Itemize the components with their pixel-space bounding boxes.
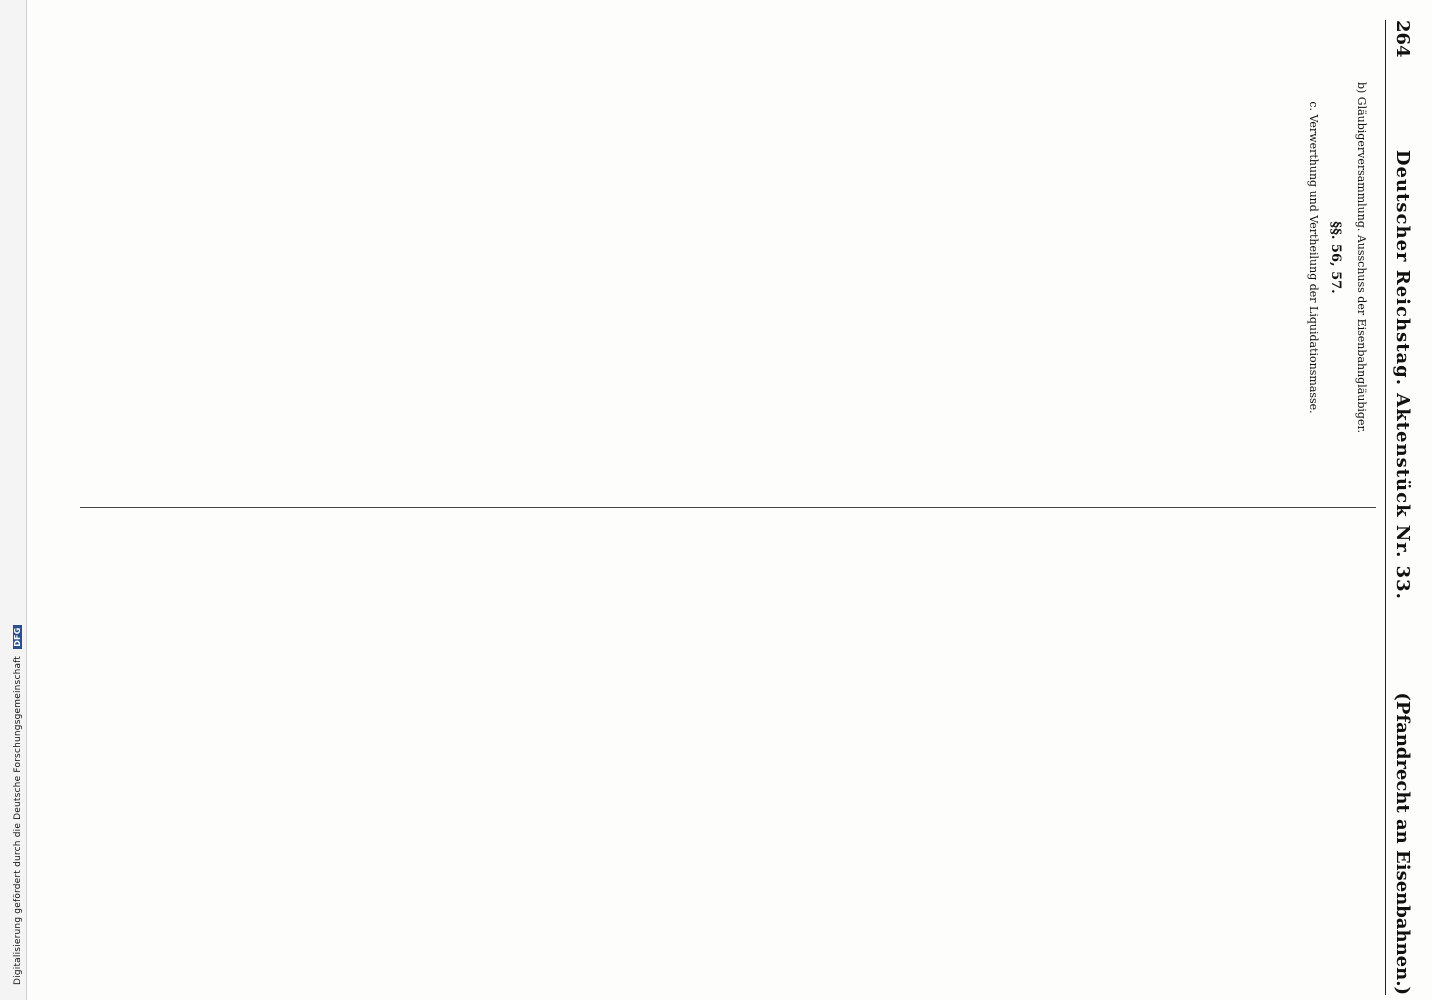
rotated-sheet xyxy=(80,20,1420,995)
section-reference: §§. 56, 57. xyxy=(1328,221,1343,294)
right-column xyxy=(80,520,1376,995)
column-divider xyxy=(80,507,1376,508)
page-header xyxy=(1385,20,1420,995)
subheading-b: b) Gläubigerversammlung. Ausschuss der Eisenbahngläubiger. xyxy=(1355,81,1368,434)
header-topic: (Pfandrecht an Eisenbahnen.) xyxy=(1392,692,1414,995)
dfg-logo-icon: DFG xyxy=(13,627,22,647)
left-column xyxy=(80,20,1376,495)
digitization-note xyxy=(13,626,23,986)
digitization-banner xyxy=(0,0,27,1000)
page-number: 264 xyxy=(1392,20,1414,58)
digitization-note-text: Digitalisierung gefördert durch die Deutsche Forschungsgemeinschaft xyxy=(13,655,23,985)
text-columns xyxy=(80,20,1376,995)
scanned-sheet xyxy=(80,20,1420,995)
running-title: Deutscher Reichstag. Aktenstück Nr. 33. xyxy=(1392,149,1414,600)
subheading-c: c. Verwerthung und Vertheilung der Liquidationsmasse. xyxy=(1307,101,1320,414)
